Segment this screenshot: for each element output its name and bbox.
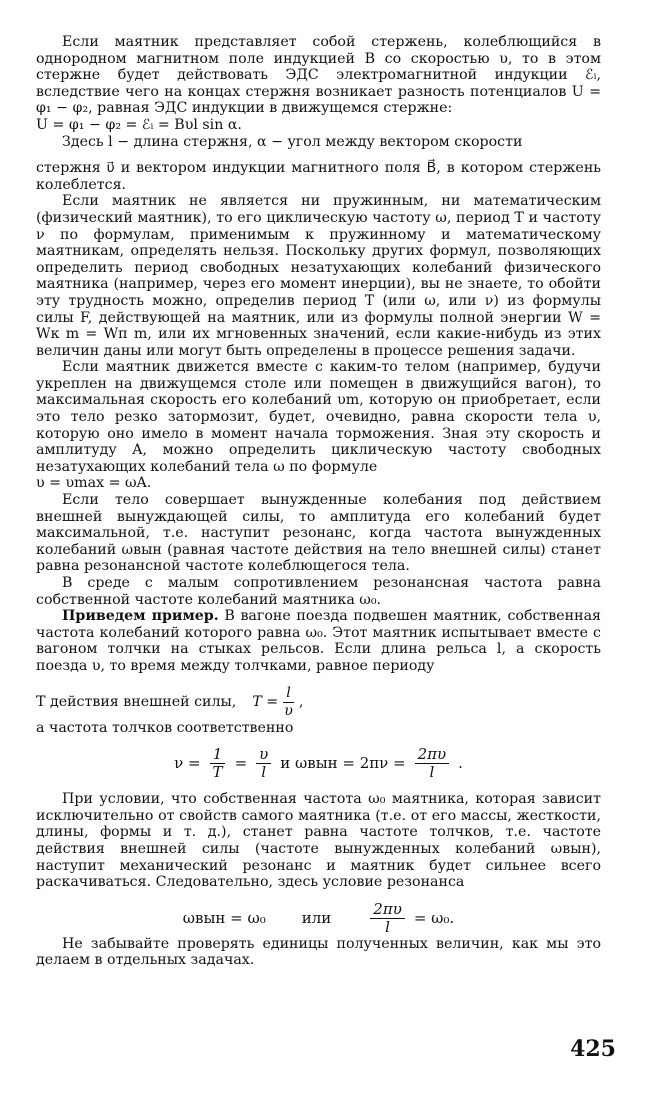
- eq3-f1-num: 1: [210, 746, 226, 764]
- paragraph-resonance-condition: При условии, что собственная частота ω₀ маятника, которая зависит исключительно от свойств самого маятника (т.е. от его массы, жесткости, длины, формы и т. д.), станет равна частоте толчков, т.е. частоте действия внешней силы (частоте вынужденных колебаний ωвын), наступит механический резонанс и маятник будет сильнее всего раскачиваться. Следовательно, здесь условие резонанса: [36, 791, 601, 891]
- eq4-num: 2πυ: [370, 901, 405, 919]
- paragraph-resonance-frequency: В среде с малым сопротивлением резонансная частота равна собственной частоте колебаний маятника ω₀.: [36, 575, 601, 608]
- eq3-f2-den: l: [261, 763, 267, 782]
- example-heading: Приведем пример.: [62, 608, 219, 625]
- eq3-mid: и ωвын = 2πν =: [280, 754, 406, 773]
- page-text-body: [36, 34, 601, 969]
- eq3-fraction-3: [415, 746, 450, 781]
- period-lhs: T =: [252, 693, 279, 710]
- eq4-left: ωвын = ω₀: [182, 908, 266, 927]
- equation-max-velocity: υ = υmax = ωA.: [36, 475, 152, 492]
- paragraph-moving-pendulum: Если маятник движется вместе с каким-то телом (например, будучи укреплен на движущемся столе или помещен в движущийся вагон), то максимальная скорость его колебаний υm, которую он приобретает, если это тело резко затормозит, будет, очевидно, равна скорости тела υ, которую оно имело в момент начала торможения. Зная эту скорость и амплитуду A, можно определить циклическую частоту свободных незатухающих колебаний тела ω по формуле: [36, 359, 601, 475]
- eq3-lhs: ν =: [174, 754, 201, 773]
- eq3-f2-num: υ: [256, 746, 271, 764]
- paragraph-forced-oscillations: Если тело совершает вынужденные колебания под действием внешней вынуждающей силы, то амплитуда его колебаний будет максимальной, т.е. наступит резонанс, когда частота вынужденных колебаний ωвын (равная частоте действия на тело внешней силы) станет равна резонансной частоте колеблющегося тела.: [36, 492, 601, 575]
- equation-period: T действия внешней силы, T = $\frac{l}{\upsilon}$ ,: [36, 684, 304, 719]
- equation-shock-frequency: ν = $\frac{1}{T}$ = $\frac{\upsilon}{l}$ и ωвын = 2πν = $\frac{2\pi\upsilon}{l}$ .: [174, 745, 463, 782]
- eq4-or: или: [301, 908, 332, 927]
- period-den: υ: [284, 702, 293, 719]
- eq3-f3-den: l: [429, 763, 435, 782]
- eq3-f1-den: T: [212, 763, 223, 782]
- equation-emf-rod: U = φ₁ − φ₂ = ℰᵢ = Bυl sin α.: [36, 116, 242, 133]
- eq4-fraction: [370, 901, 405, 936]
- period-fraction: [281, 685, 296, 720]
- eq4-right: = ω₀.: [413, 908, 455, 927]
- paragraph-shock-frequency: а частота толчков соответственно: [36, 719, 294, 736]
- eq3-fraction-1: [210, 746, 226, 781]
- period-num: l: [283, 685, 294, 703]
- period-text: T действия внешней силы,: [36, 693, 237, 710]
- equation-resonance: [36, 901, 601, 936]
- paragraph-rod-definitions-b: стержня υ⃗ и вектором индукции магнитного поля B⃗, в котором стержень колеблется.: [36, 160, 601, 193]
- paragraph-physical-pendulum: Если маятник не является ни пружинным, ни математическим (физический маятник), то его циклическую частоту ω, период T и частоту ν по формулам, применимым к пружинному и математическому маятникам, определять нельзя. Поскольку других формул, позволяющих определить период свободных незатухающих колебаний физического маятника (например, через его момент инерции), вы не знаете, то обойти эту трудность можно, определив период T (или ω, или ν) из формулы силы F, действующей на маятник, или из формулы полной энергии W = Wк m = Wп m, или их мгновенных значений, если какие-нибудь из этих величин даны или могут быть определены в процессе решения задачи.: [36, 193, 601, 359]
- example-text: В вагоне поезда подвешен маятник, собственная частота колебаний которого равна ω₀. Этот маятник испытывает вместе с вагоном толчки на стыках рельсов. Если длина рельса l, а скорость поезда υ, то время между толчками, равное периоду: [36, 608, 601, 674]
- paragraph-pendulum-rod: Если маятник представляет собой стержень, колеблющийся в однородном магнитном поле индукцией B со скоростью υ, то в этом стержне будет действовать ЭДС электромагнитной индукции ℰᵢ, вследствие чего на концах стержня возникает разность потенциалов U = φ₁ − φ₂, равная ЭДС индукции в движущемся стержне:: [36, 34, 601, 117]
- eq3-fraction-2: [256, 746, 271, 781]
- paragraph-example: [36, 608, 601, 674]
- page-number: 425: [570, 1036, 616, 1062]
- paragraph-rod-definitions-a: Здесь l − длина стержня, α − угол между вектором скорости: [62, 133, 523, 150]
- paragraph-check-units: Не забывайте проверять единицы полученных величин, как мы это делаем в отдельных задачах.: [36, 935, 601, 969]
- eq4-den: l: [385, 917, 390, 936]
- eq3-equals: =: [234, 754, 248, 773]
- eq3-f3-num: 2πυ: [415, 746, 450, 764]
